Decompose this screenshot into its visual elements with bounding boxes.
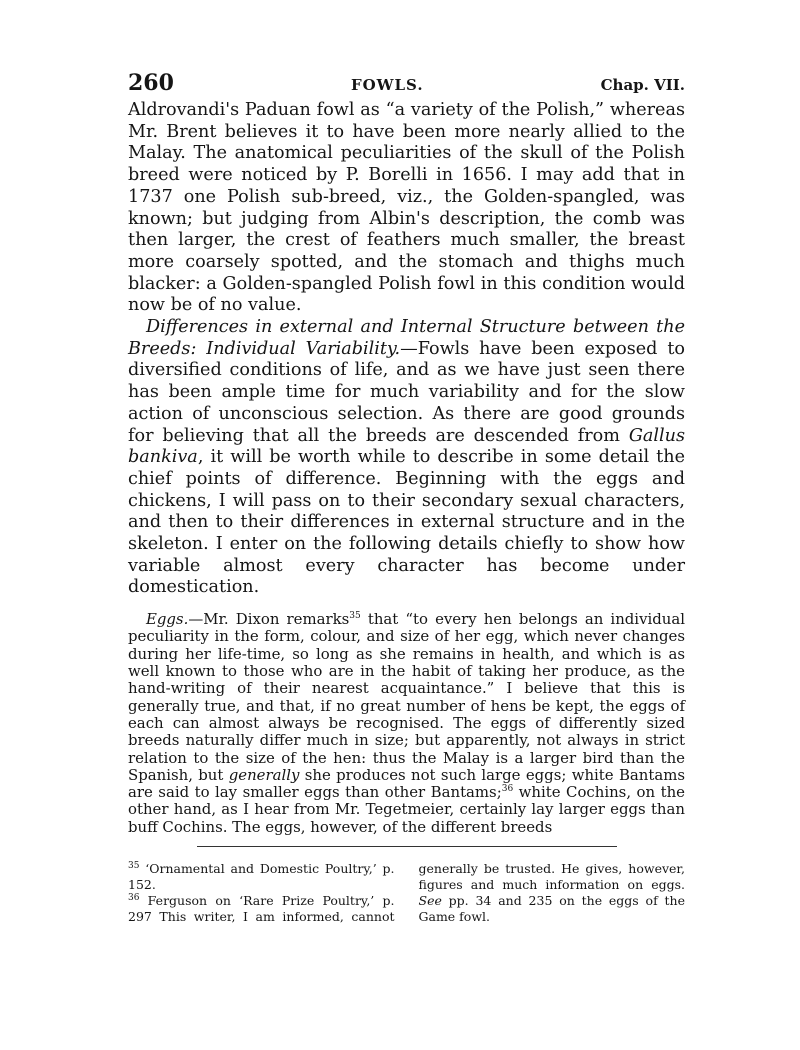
footnote-number-35: 35: [128, 860, 140, 871]
footnote-ref-36: 36: [501, 784, 514, 795]
paragraph-differences: [128, 317, 685, 599]
footnote-36-see: See: [418, 893, 442, 909]
paragraph-differences-text-b: , it will be worth while to describe in some detail the chief points of difference. Beginning with the eggs and chickens, I will pass on to their secondary sexual characters, and then to their differences in external structure and in the skeleton. I enter on the following details chiefly to show how variable almost every character has become under domestication.: [128, 447, 685, 598]
section-heading-eggs: Eggs.: [146, 610, 189, 629]
paragraph-differences-text-a: —Fowls have been exposed to diversified conditions of life, and as we have just seen there has been ample time for much variability and for the slow action of unconscious selection. As there are good grounds for believing that all the breeds are descended from: [128, 338, 685, 446]
paragraph-eggs-text-b: that “to every hen belongs an individual peculiarity in the form, colour, and size of her egg, which never changes during her life-time, so long as she remains in health, and which is as well known to those who are in the habit of taking her produce, as the hand-writing of their nearest acquaintance.” I believe that this is generally true, and that, if no great number of hens be kept, the eggs of each can almost always be recognised. The eggs of differently sized breeds naturally differ much in size; but apparently, not always in strict relation to the size of the hen: thus the Malay is a larger bird than the Spanish, but: [128, 610, 686, 784]
footnote-ref-35: 35: [349, 611, 361, 622]
footnote-36-text-b: pp. 34 and 235 on the eggs of the Game fowl.: [418, 893, 685, 925]
footnote-35-text: ‘Ornamental and Domestic Poultry,’ p. 152.: [128, 861, 395, 893]
footnotes-left-column: [128, 861, 685, 925]
footnote-number-36: 36: [128, 892, 140, 903]
page-number: 260: [128, 70, 174, 96]
footnote-36-text-a: Ferguson on ‘Rare Prize Poultry,’ p. 297 This writer, I am informed, cannot generally be trusted. He gives, however, figures and much information on eggs.: [128, 861, 685, 925]
paragraph-polish-fowl: Aldrovandi's Paduan fowl as “a variety of the Polish,” whereas Mr. Brent believes it to have been more nearly allied to the Malay. The anatomical peculiarities of the skull of the Polish breed were noticed by P. Borelli in 1656. I may add that in 1737 one Polish sub-breed, viz., the Golden-spangled, was known; but judging from Albin's description, the comb was then larger, the crest of feathers much smaller, the breast more coarsely spotted, and the stomach and thighs much blacker: a Golden-spangled Polish fowl in this condition would now be of no value.: [128, 100, 685, 316]
paragraph-eggs-text-d: white Cochins, on the other hand, as I hear from Mr. Tegetmeier, certainly lay larger eggs than buff Cochins. The eggs, however, of the different breeds: [128, 783, 685, 836]
footnote-divider: [197, 846, 617, 847]
footnotes: [128, 861, 685, 925]
paragraph-eggs-text-a: —Mr. Dixon remarks: [188, 610, 350, 629]
chapter-label: Chap. VII.: [600, 76, 685, 94]
footnote-35: [128, 861, 395, 893]
species-name: Gallus bankiva: [128, 425, 685, 468]
paragraph-eggs: [128, 611, 685, 836]
section-heading-differences: Differences in external and Internal Structure between the Breeds: Individual Variability.: [128, 317, 685, 359]
paragraph-eggs-text-c: she produces not such large eggs; white Bantams are said to lay smaller eggs than other Bantams;: [128, 765, 685, 802]
running-title: FOWLS.: [350, 76, 424, 94]
emphasis-generally: generally: [228, 765, 300, 784]
page-header: [128, 70, 685, 96]
